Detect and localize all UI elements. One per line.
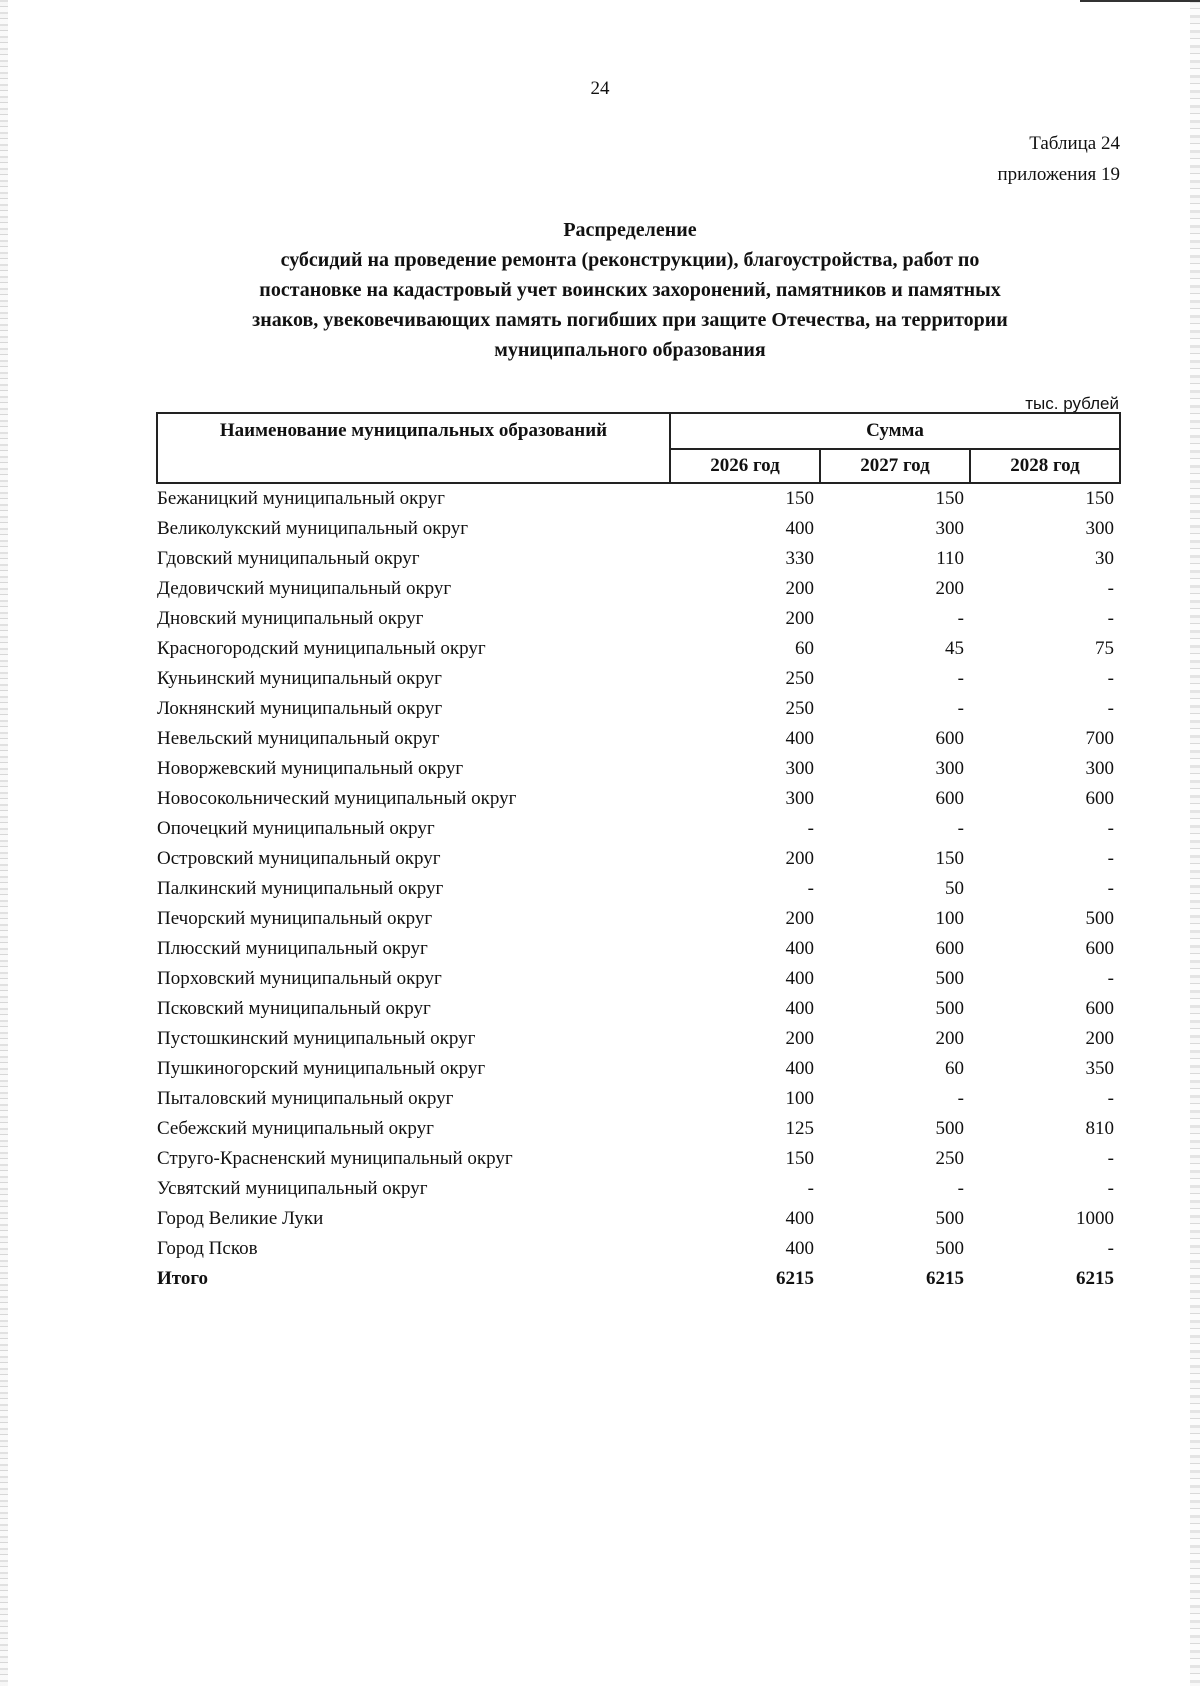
subsidy-table-wrapper [156, 412, 1119, 1294]
amount-2027: 60 [945, 1058, 964, 1079]
table-reference [998, 128, 1120, 190]
amount-2028: 30 [1095, 548, 1114, 569]
amount-2026: 60 [795, 638, 814, 659]
title-line: Распределение [563, 219, 697, 241]
amount-2028: - [1107, 578, 1114, 599]
document-title [140, 215, 1120, 365]
amount-2027: - [957, 608, 964, 629]
amount-2028: 300 [1085, 518, 1114, 539]
amount-2026: 250 [785, 668, 814, 689]
amount-2028: 75 [1095, 638, 1114, 659]
table-row [157, 544, 1120, 574]
municipality-name: Палкинский муниципальный округ [157, 878, 444, 899]
municipality-name: Островский муниципальный округ [157, 848, 441, 869]
amount-2028: 6215 [1076, 1268, 1114, 1289]
amount-2026: 200 [785, 1028, 814, 1049]
municipality-name: Струго-Красненский муниципальный округ [157, 1148, 513, 1169]
amount-2026: 100 [785, 1088, 814, 1109]
amount-2027: 100 [935, 908, 964, 929]
amount-2028: - [1107, 1088, 1114, 1109]
municipality-name: Печорский муниципальный округ [157, 908, 433, 929]
amount-2026: 300 [785, 758, 814, 779]
amount-2028: 810 [1085, 1118, 1114, 1139]
municipality-name: Красногородский муниципальный округ [157, 638, 486, 659]
amount-2028: - [1107, 608, 1114, 629]
municipality-name: Пыталовский муниципальный округ [157, 1088, 454, 1109]
amount-2026: 400 [785, 938, 814, 959]
amount-2028: - [1107, 668, 1114, 689]
title-line: постановке на кадастровый учет воинских захоронений, памятников и памятных [259, 279, 1001, 301]
amount-2027: - [957, 1178, 964, 1199]
title-line: субсидий на проведение ремонта (реконструкции), благоустройства, работ по [280, 249, 980, 271]
amount-2026: - [807, 878, 814, 899]
amount-2026: 300 [785, 788, 814, 809]
amount-2028: 1000 [1076, 1208, 1114, 1229]
amount-2026: 150 [785, 488, 814, 509]
amount-2027: - [957, 818, 964, 839]
municipality-name: Город Великие Луки [157, 1208, 324, 1229]
table-row [157, 844, 1120, 874]
table-number: Таблица 24 [1029, 133, 1120, 154]
amount-2028: 600 [1085, 788, 1114, 809]
amount-2027: 500 [935, 998, 964, 1019]
table-row [157, 1144, 1120, 1174]
municipality-name: Плюсский муниципальный округ [157, 938, 428, 959]
table-row [157, 664, 1120, 694]
amount-2027: - [957, 698, 964, 719]
table-row [157, 1204, 1120, 1234]
amount-2028: 600 [1085, 998, 1114, 1019]
amount-2027: 45 [945, 638, 964, 659]
amount-2026: - [807, 818, 814, 839]
table-row [157, 964, 1120, 994]
amount-2026: 6215 [776, 1268, 814, 1289]
amount-2027: 600 [935, 728, 964, 749]
municipality-name: Пустошкинский муниципальный округ [157, 1028, 476, 1049]
municipality-name: Усвятский муниципальный округ [157, 1178, 428, 1199]
table-row [157, 994, 1120, 1024]
amount-2027: 500 [935, 1208, 964, 1229]
unit-label: тыс. рублей [1025, 394, 1119, 413]
amount-2028: 600 [1085, 938, 1114, 959]
table-row [157, 514, 1120, 544]
table-row [157, 724, 1120, 754]
amount-2028: - [1107, 818, 1114, 839]
amount-2027: 600 [935, 788, 964, 809]
amount-2028: - [1107, 968, 1114, 989]
amount-2028: 700 [1085, 728, 1114, 749]
amount-2027: 6215 [926, 1268, 964, 1289]
amount-2026: 200 [785, 608, 814, 629]
amount-2028: 350 [1085, 1058, 1114, 1079]
municipality-name: Локнянский муниципальный округ [157, 698, 443, 719]
amount-2027: 500 [935, 968, 964, 989]
municipality-name: Себежский муниципальный округ [157, 1118, 434, 1139]
table-row [157, 934, 1120, 964]
table-row [157, 814, 1120, 844]
amount-2027: 200 [935, 1028, 964, 1049]
municipality-name: Куньинский муниципальный округ [157, 668, 442, 689]
amount-2026: 400 [785, 1058, 814, 1079]
table-row [157, 754, 1120, 784]
amount-2027: 150 [935, 848, 964, 869]
appendix-number: приложения 19 [997, 164, 1120, 185]
amount-2028: 300 [1085, 758, 1114, 779]
page-number: 24 [590, 78, 610, 99]
table-row [157, 604, 1120, 634]
municipality-name: Псковский муниципальный округ [157, 998, 431, 1019]
table-row [157, 874, 1120, 904]
table-row [157, 1084, 1120, 1114]
amount-2027: 250 [935, 1148, 964, 1169]
table-row [157, 1174, 1120, 1204]
amount-2026: - [807, 1178, 814, 1199]
municipality-name: Новоржевский муниципальный округ [157, 758, 464, 779]
amount-2026: 400 [785, 1208, 814, 1229]
amount-2027: 110 [936, 548, 964, 569]
amount-2028: - [1107, 1178, 1114, 1199]
table-row [157, 784, 1120, 814]
table-row [157, 483, 1120, 514]
title-line: знаков, увековечивающих память погибших при защите Отечества, на территории [252, 309, 1008, 331]
municipality-name: Дновский муниципальный округ [157, 608, 424, 629]
table-row [157, 1114, 1120, 1144]
amount-2027: 500 [935, 1238, 964, 1259]
amount-2026: 400 [785, 518, 814, 539]
amount-2027: 50 [945, 878, 964, 899]
amount-2027: - [957, 668, 964, 689]
title-line: муниципального образования [494, 339, 766, 361]
municipality-name: Гдовский муниципальный округ [157, 548, 420, 569]
total-row [157, 1264, 1120, 1294]
municipality-name: Невельский муниципальный округ [157, 728, 440, 749]
total-label: Итого [157, 1268, 209, 1289]
table-row [157, 1024, 1120, 1054]
header-municipality-name: Наименование муниципальных образований [157, 413, 670, 483]
amount-2028: 150 [1085, 488, 1114, 509]
amount-2027: 200 [935, 578, 964, 599]
municipality-name: Дедовичский муниципальный округ [157, 578, 452, 599]
amount-2027: 600 [935, 938, 964, 959]
amount-2026: 200 [785, 908, 814, 929]
amount-2026: 125 [785, 1118, 814, 1139]
municipality-name: Порховский муниципальный округ [157, 968, 442, 989]
amount-2026: 400 [785, 998, 814, 1019]
amount-2026: 330 [785, 548, 814, 569]
amount-2026: 200 [785, 848, 814, 869]
table-row [157, 694, 1120, 724]
table-row [157, 1054, 1120, 1084]
header-year-2026: 2026 год [670, 449, 820, 483]
table-row [157, 574, 1120, 604]
amount-2026: 250 [785, 698, 814, 719]
amount-2026: 400 [785, 1238, 814, 1259]
header-year-2027: 2027 год [820, 449, 970, 483]
municipality-name: Город Псков [157, 1238, 258, 1259]
scan-top-line [1080, 0, 1200, 2]
amount-2028: - [1107, 1148, 1114, 1169]
amount-2028: - [1107, 878, 1114, 899]
municipality-name: Великолукский муниципальный округ [157, 518, 468, 539]
municipality-name: Бежаницкий муниципальный округ [157, 488, 445, 509]
header-year-2028: 2028 год [970, 449, 1120, 483]
amount-2027: 300 [935, 758, 964, 779]
amount-2028: - [1107, 1238, 1114, 1259]
amount-2028: 500 [1085, 908, 1114, 929]
amount-2027: 150 [935, 488, 964, 509]
amount-2028: - [1107, 848, 1114, 869]
table-row [157, 634, 1120, 664]
subsidy-table [156, 412, 1121, 1294]
amount-2027: - [957, 1088, 964, 1109]
amount-2026: 400 [785, 968, 814, 989]
table-body [157, 483, 1120, 1294]
header-sum: Сумма [670, 413, 1120, 449]
table-row [157, 1234, 1120, 1264]
amount-2027: 300 [935, 518, 964, 539]
amount-2028: - [1107, 698, 1114, 719]
scan-edge-left [0, 0, 8, 1686]
amount-2026: 400 [785, 728, 814, 749]
municipality-name: Опочецкий муниципальный округ [157, 818, 435, 839]
municipality-name: Пушкиногорский муниципальный округ [157, 1058, 486, 1079]
amount-2026: 200 [785, 578, 814, 599]
table-row [157, 904, 1120, 934]
scan-edge-right [1190, 0, 1200, 1686]
amount-2026: 150 [785, 1148, 814, 1169]
amount-2027: 500 [935, 1118, 964, 1139]
amount-2028: 200 [1085, 1028, 1114, 1049]
municipality-name: Новосокольнический муниципальный округ [157, 788, 517, 809]
